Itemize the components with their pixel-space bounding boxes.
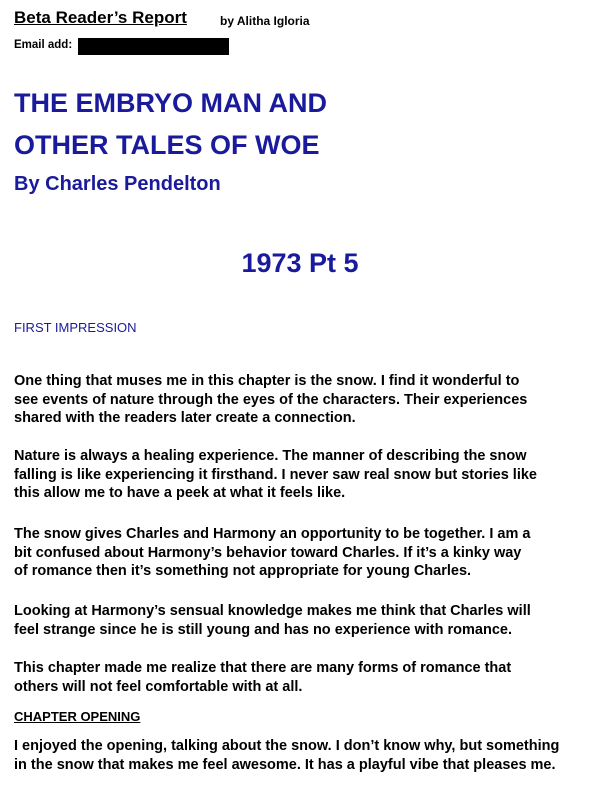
paragraph-line: this allow me to have a peek at what it feels like. xyxy=(14,485,346,501)
section-heading-first-impression: FIRST IMPRESSION xyxy=(14,320,137,335)
paragraph-line: shared with the readers later create a connection. xyxy=(14,410,356,426)
chapter-label: 1973 Pt 5 xyxy=(241,248,359,278)
paragraph xyxy=(14,372,599,428)
paragraph-line: feel strange since he is still young and has no experience with romance. xyxy=(14,621,512,638)
book-title-line-1: THE EMBRYO MAN AND xyxy=(14,88,327,118)
report-title: Beta Reader’s Report xyxy=(14,8,187,27)
book-title-line-2: OTHER TALES OF WOE xyxy=(14,130,320,160)
paragraph xyxy=(14,525,599,581)
paragraph-line: I enjoyed the opening, talking about the snow. I don’t know why, but something xyxy=(14,738,560,754)
paragraph-line: The snow gives Charles and Harmony an opportunity to be together. I am a xyxy=(14,526,531,542)
paragraph-line: Looking at Harmony’s sensual knowledge makes me think that Charles will xyxy=(14,603,531,619)
report-byline: by Alitha Igloria xyxy=(220,14,310,28)
paragraph xyxy=(14,447,599,503)
email-redaction-bar xyxy=(78,38,229,55)
paragraph-line: bit confused about Harmony’s behavior toward Charles. If it’s a kinky way xyxy=(14,544,522,561)
paragraph-line: One thing that muses me in this chapter is the snow. I find it wonderful to xyxy=(14,373,520,389)
paragraph-line: falling is like experiencing it firsthand. I never saw real snow but stories like xyxy=(14,466,537,483)
section-heading-chapter-opening: CHAPTER OPENING xyxy=(14,709,141,724)
paragraph-line: of romance then it’s something not appropriate for young Charles. xyxy=(14,563,472,579)
paragraph-line: see events of nature through the eyes of the characters. Their experiences xyxy=(14,391,528,408)
book-author: By Charles Pendelton xyxy=(14,173,221,195)
paragraph-line: This chapter made me realize that there are many forms of romance that xyxy=(14,660,512,676)
paragraph xyxy=(14,602,599,639)
paragraph xyxy=(14,659,599,696)
paragraph-line: others will not feel comfortable with at all. xyxy=(14,678,303,695)
paragraph-line: Nature is always a healing experience. The manner of describing the snow xyxy=(14,448,527,464)
paragraph-line: in the snow that makes me feel awesome. It has a playful vibe that pleases me. xyxy=(14,756,556,773)
paragraph xyxy=(14,737,599,774)
email-label: Email add: xyxy=(14,39,73,51)
